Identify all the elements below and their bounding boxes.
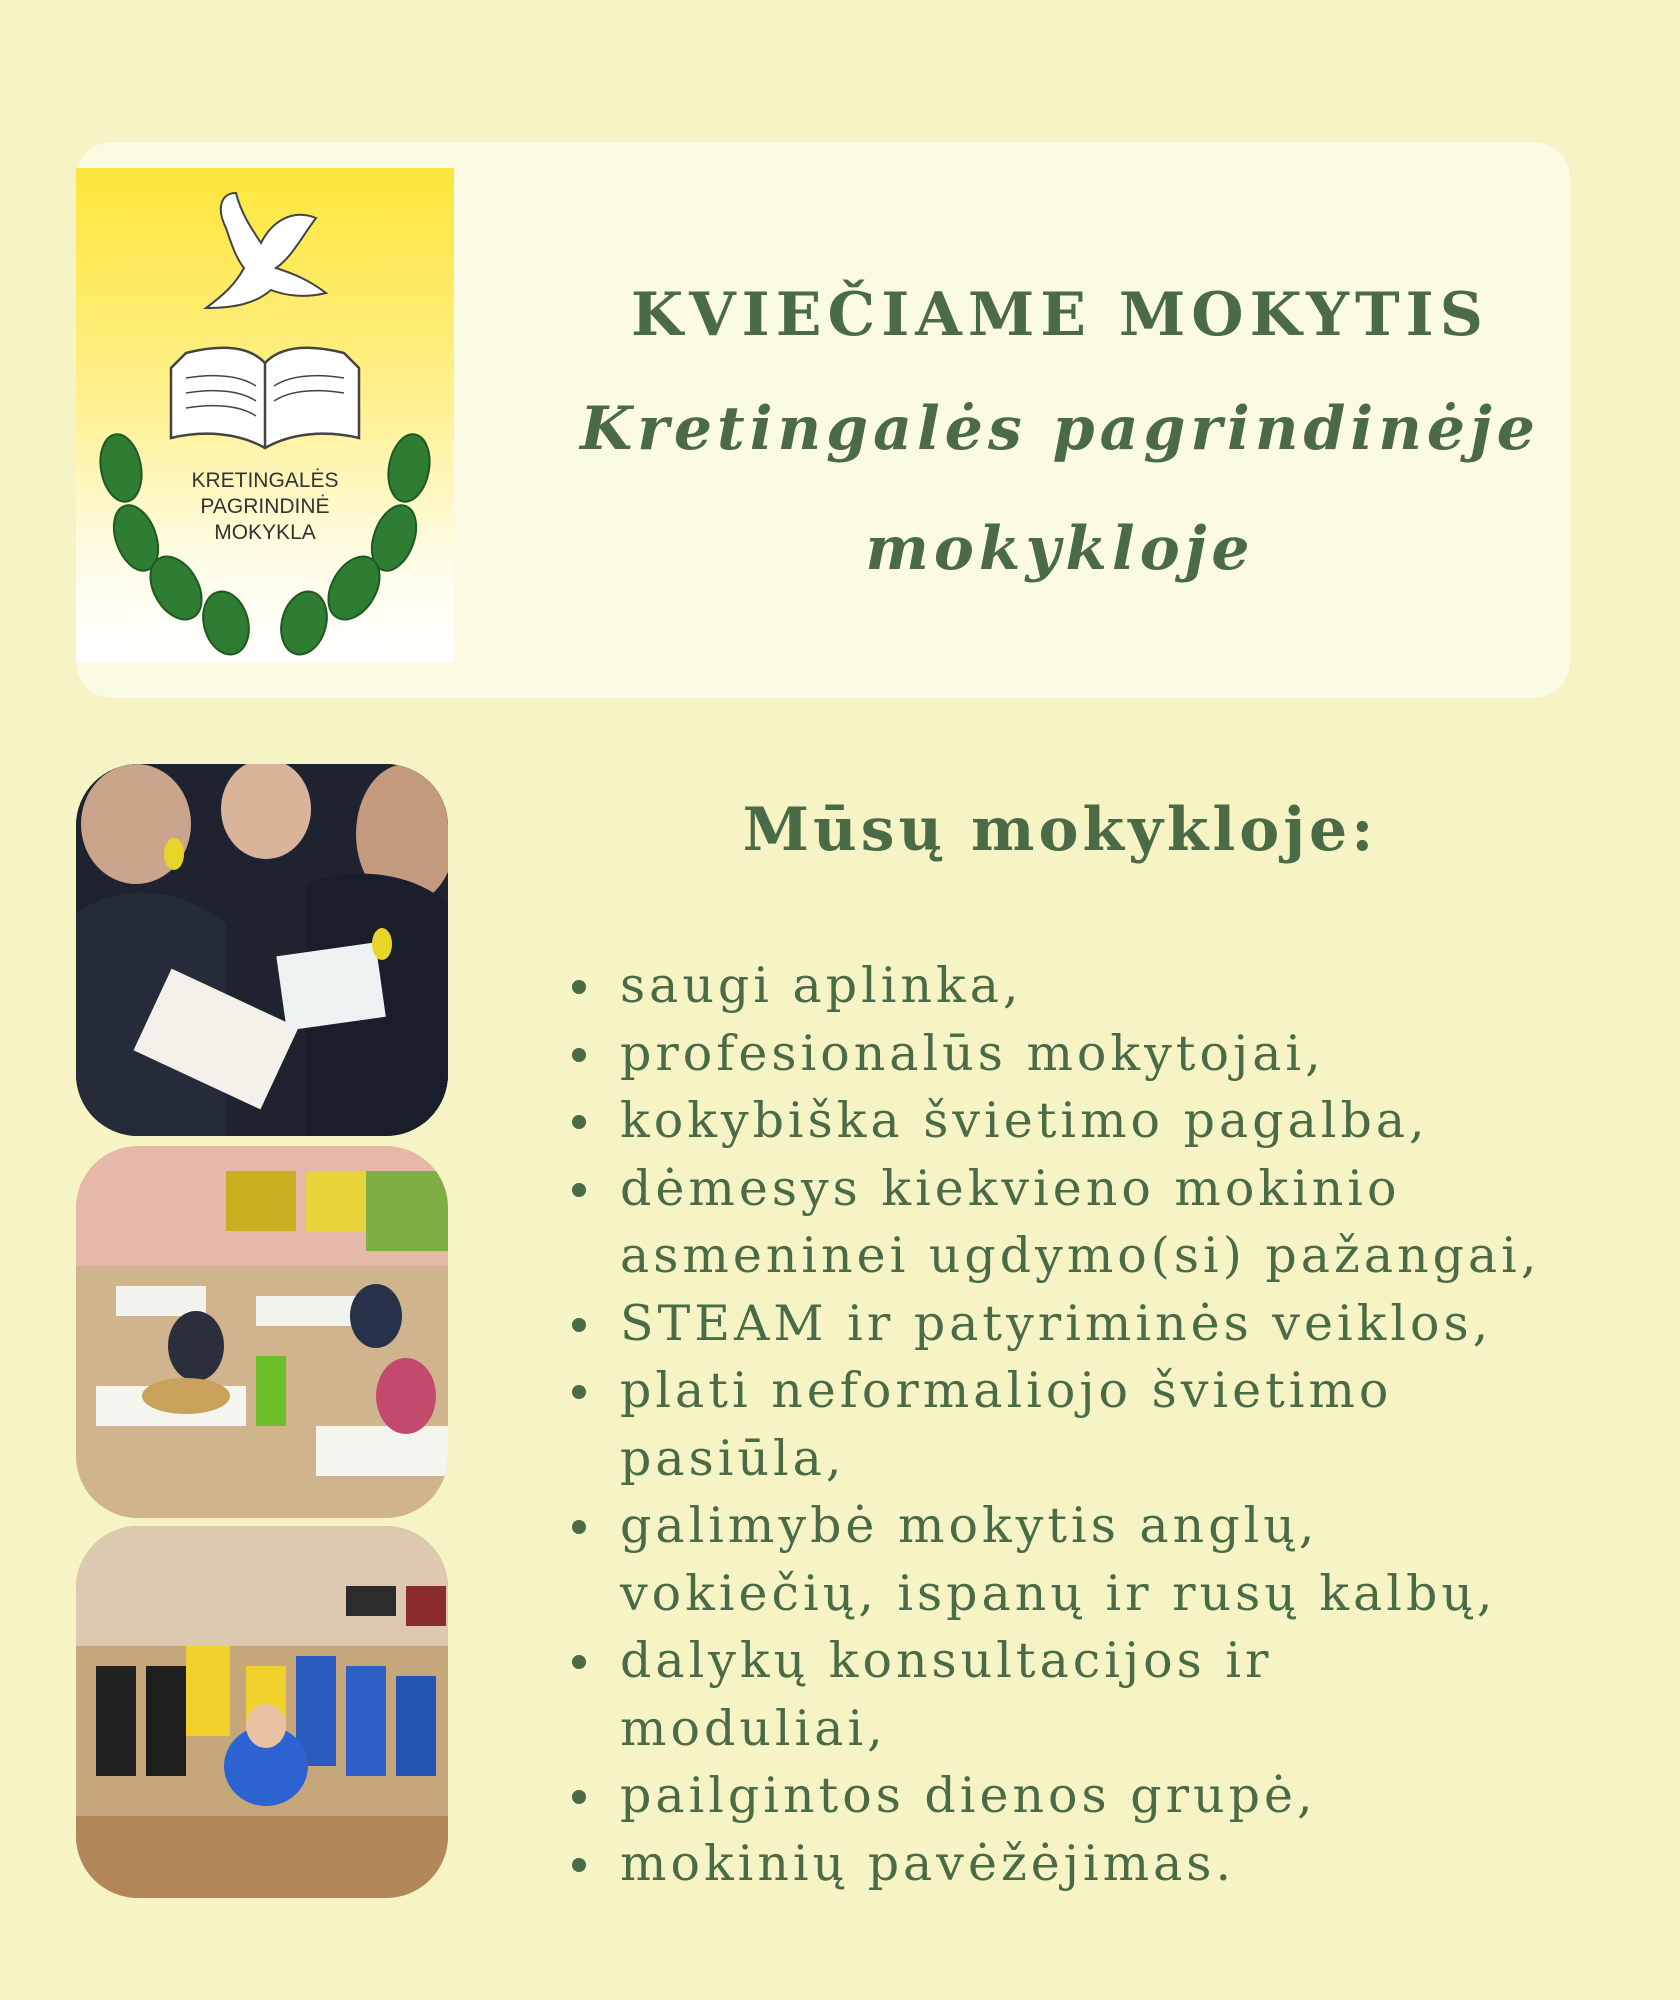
feature-item (560, 1357, 1540, 1492)
bullet-icon (572, 1183, 586, 1197)
feature-item (560, 1762, 1540, 1830)
feature-text: galimybė mokytis anglų, (620, 1497, 1319, 1554)
photo-gym-group (76, 1526, 448, 1898)
bullet-icon (572, 1858, 586, 1872)
feature-text: vokiečių, ispanų ir rusų kalbų, (620, 1564, 1497, 1622)
school-logo (76, 168, 454, 662)
bullet-icon (572, 1385, 586, 1399)
feature-item (560, 1290, 1540, 1358)
logo-line: PAGRINDINĖ (200, 495, 330, 518)
feature-text: moduliai, (620, 1699, 887, 1757)
feature-text: dėmesys kiekvieno mokinio (620, 1159, 1401, 1217)
feature-text: asmeninei ugdymo(si) pažangai, (620, 1227, 1541, 1284)
feature-text: kokybiška švietimo pagalba, (620, 1092, 1429, 1149)
bullet-icon (572, 1048, 586, 1062)
photo-students-reading (76, 764, 448, 1136)
feature-text: pailgintos dienos grupė, (620, 1767, 1317, 1824)
headline-school-cont: mokykloje (865, 514, 1255, 584)
bullet-icon (572, 1115, 586, 1129)
open-book-icon (171, 348, 359, 448)
logo-text (76, 468, 454, 546)
feature-item (560, 952, 1540, 1020)
logo-line: KRETINGALĖS (191, 469, 339, 492)
feature-text: plati neformaliojo švietimo (620, 1362, 1393, 1419)
bullet-icon (572, 1655, 586, 1669)
logo-line: MOKYKLA (214, 521, 316, 544)
feature-text: pasiūla, (620, 1429, 846, 1487)
feature-text: saugi aplinka, (620, 957, 1023, 1014)
bullet-icon (572, 1520, 586, 1534)
feature-item (560, 1627, 1540, 1762)
feature-text: dalykų konsultacijos ir (620, 1632, 1273, 1689)
dove-icon (206, 193, 326, 308)
section-title: Mūsų mokykloje: (742, 795, 1378, 865)
feature-list (560, 952, 1540, 1897)
feature-item (560, 1087, 1540, 1155)
headline-invite: KVIEČIAME MOKYTIS (630, 280, 1489, 350)
bullet-icon (572, 980, 586, 994)
bullet-icon (572, 1790, 586, 1804)
feature-item (560, 1155, 1540, 1290)
feature-text: profesionalūs mokytojai, (620, 1024, 1325, 1082)
feature-item (560, 1830, 1540, 1898)
bullet-icon (572, 1318, 586, 1332)
feature-item (560, 1492, 1540, 1627)
feature-text: STEAM ir patyriminės veiklos, (620, 1294, 1493, 1352)
headline-school: Kretingalės pagrindinėje (580, 394, 1540, 464)
feature-item (560, 1020, 1540, 1088)
feature-text: mokinių pavėžėjimas. (620, 1834, 1236, 1892)
photo-classroom-activity (76, 1146, 448, 1518)
